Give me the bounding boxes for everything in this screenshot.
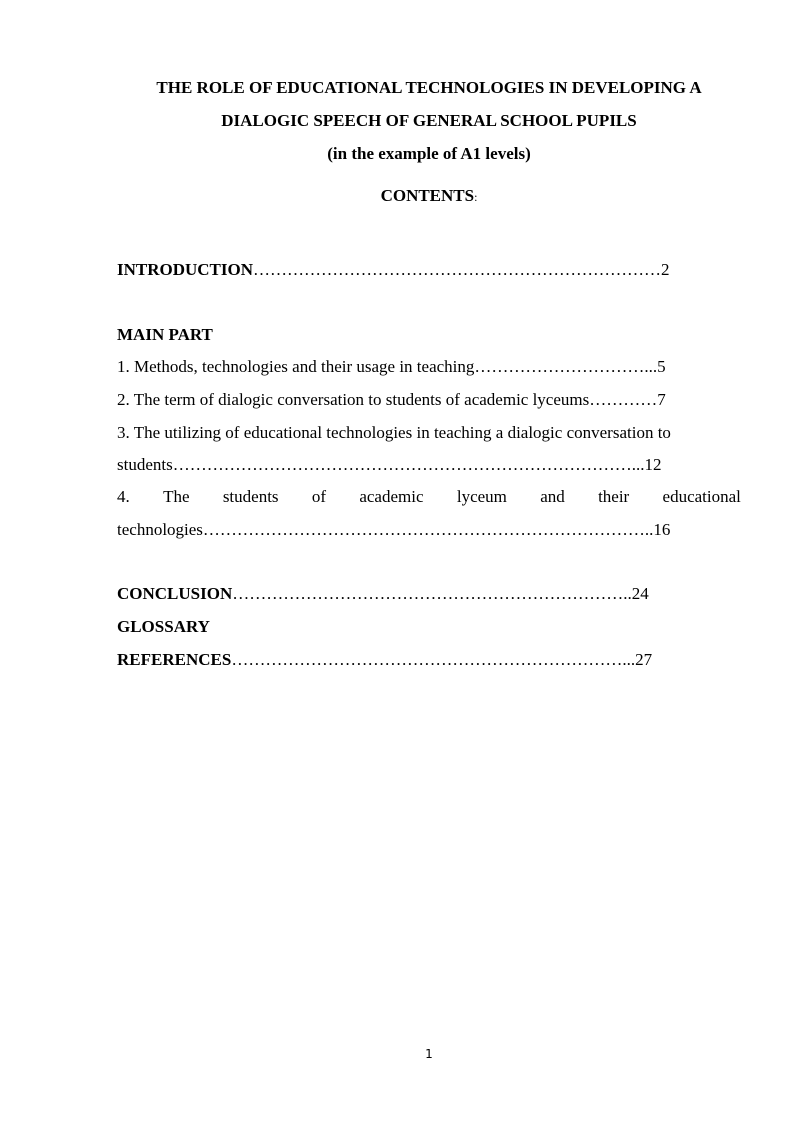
title-line-2: DIALOGIC SPEECH OF GENERAL SCHOOL PUPILS [221, 111, 637, 130]
toc-entry-4-line-2: technologies……………………………………………………………………..16 [117, 520, 671, 539]
toc-conclusion-label: CONCLUSION [117, 584, 233, 603]
page-number: 1 [425, 1047, 433, 1061]
toc-entry-introduction [117, 260, 741, 280]
toc-entry-glossary: GLOSSARY [117, 617, 210, 636]
toc-references-leader: ……………………………………………………………...27 [231, 650, 653, 669]
contents-heading [0, 186, 800, 207]
toc-entry-4-words [117, 487, 741, 507]
contents-heading-colon: : [474, 190, 478, 204]
toc-entry-4-word: educational [662, 487, 741, 506]
toc-entry-4-word: The [163, 487, 190, 506]
toc-references-label: REFERENCES [117, 650, 232, 669]
toc-entry-4-line-1 [117, 487, 741, 507]
toc-entry-4-word: lyceum [456, 487, 507, 506]
toc-entry-4-word: of [311, 487, 327, 506]
toc-entry-1: 1. Methods, technologies and their usage in teaching…………………………...5 [117, 357, 666, 376]
toc-entry-3-line-2: students………………………………………………………………………...12 [117, 455, 662, 474]
toc-entry-4-word: 4. [117, 487, 130, 506]
toc-entry-3-line-1: 3. The utilizing of educational technologies in teaching a dialogic conversation to [117, 423, 671, 442]
toc-entry-2: 2. The term of dialogic conversation to students of academic lyceums…………7 [117, 390, 666, 409]
title-subtitle: (in the example of A1 levels) [327, 144, 531, 163]
toc-main-part-heading: MAIN PART [117, 325, 213, 344]
toc-entry-4-word: their [598, 487, 630, 506]
contents-heading-text: CONTENTS [380, 186, 475, 205]
toc-entry-4-word: academic [359, 487, 424, 506]
toc-entry-4-word: students [222, 487, 279, 506]
toc-entry-4-word: and [540, 487, 565, 506]
toc-introduction-leader: ………………………………………………………………2 [253, 260, 670, 279]
title-line-1: THE ROLE OF EDUCATIONAL TECHNOLOGIES IN DEVELOPING A [156, 78, 702, 97]
toc-conclusion-leader: ……………………………………………………………..24 [232, 584, 649, 603]
toc-entry-conclusion [117, 584, 741, 604]
toc-entry-references [117, 650, 741, 670]
toc-introduction-label: INTRODUCTION [117, 260, 254, 279]
